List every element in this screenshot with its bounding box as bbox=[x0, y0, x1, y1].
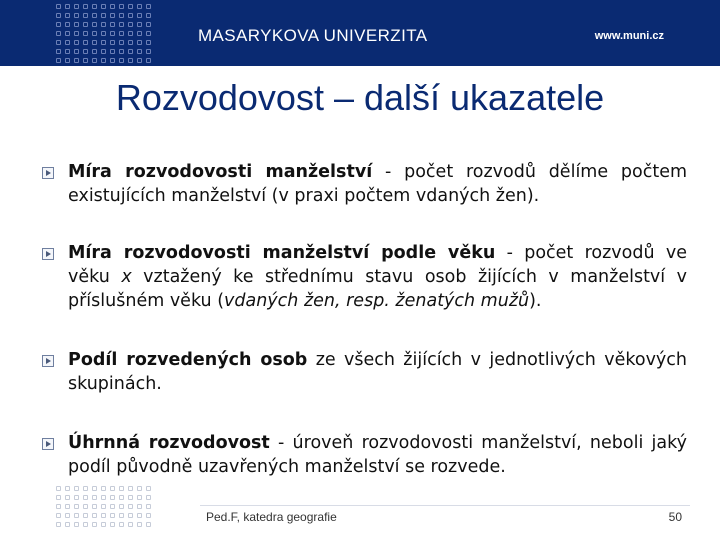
university-url[interactable]: www.muni.cz bbox=[594, 30, 664, 42]
footer-divider bbox=[200, 505, 690, 506]
logo-dot bbox=[83, 4, 88, 9]
logo-dot bbox=[146, 486, 151, 491]
logo-dot bbox=[128, 495, 133, 500]
logo-dot bbox=[101, 13, 106, 18]
logo-dot bbox=[146, 22, 151, 27]
logo-dot bbox=[65, 495, 70, 500]
logo-dot bbox=[101, 22, 106, 27]
logo-dot bbox=[110, 31, 115, 36]
university-name: MASARYKOVA UNIVERZITA bbox=[198, 26, 428, 45]
logo-dot bbox=[137, 513, 142, 518]
header-bar bbox=[0, 0, 720, 66]
logo-dot bbox=[137, 58, 142, 63]
logo-dot bbox=[83, 40, 88, 45]
logo-dot bbox=[146, 522, 151, 527]
logo-dot bbox=[137, 40, 142, 45]
logo-dot bbox=[101, 504, 106, 509]
logo-dot bbox=[56, 31, 61, 36]
logo-dot bbox=[56, 4, 61, 9]
bullet-item-2 bbox=[42, 241, 687, 313]
logo-dot bbox=[146, 31, 151, 36]
logo-dot bbox=[137, 31, 142, 36]
definition: ze všech žijících v jednotlivých věkových skupinách. bbox=[68, 350, 687, 394]
footer-dot-grid bbox=[56, 486, 155, 531]
logo-dot bbox=[101, 49, 106, 54]
term: Míra rozvodovosti manželství podle věku bbox=[68, 243, 496, 263]
logo-dot bbox=[119, 513, 124, 518]
logo-dot bbox=[56, 522, 61, 527]
definition-italic: vdaných žen, resp. ženatých mužů bbox=[224, 291, 530, 311]
logo-dot bbox=[92, 522, 97, 527]
bullet-arrow-icon bbox=[42, 355, 54, 367]
bullet-item-3 bbox=[42, 348, 687, 396]
logo-dot bbox=[146, 504, 151, 509]
term: Úhrnná rozvodovost bbox=[68, 433, 270, 453]
logo-dot bbox=[110, 522, 115, 527]
logo-dot bbox=[74, 40, 79, 45]
logo-dot bbox=[137, 522, 142, 527]
logo-dot bbox=[92, 49, 97, 54]
logo-dot bbox=[119, 4, 124, 9]
definition-cont: vztažený ke střednímu stavu osob žijících v manželství v příslušném věku ( bbox=[68, 267, 687, 311]
logo-dot bbox=[119, 495, 124, 500]
logo-dot bbox=[128, 4, 133, 9]
logo-dot bbox=[65, 31, 70, 36]
logo-dot bbox=[74, 486, 79, 491]
logo-dot bbox=[74, 13, 79, 18]
logo-dot bbox=[56, 58, 61, 63]
logo-dot bbox=[56, 22, 61, 27]
logo-dot bbox=[128, 504, 133, 509]
logo-dot bbox=[101, 31, 106, 36]
bullet-arrow-icon bbox=[42, 438, 54, 450]
logo-dot bbox=[119, 58, 124, 63]
logo-dot bbox=[56, 13, 61, 18]
logo-dot bbox=[101, 513, 106, 518]
logo-dot bbox=[56, 504, 61, 509]
logo-dot bbox=[137, 495, 142, 500]
logo-dot bbox=[92, 58, 97, 63]
logo-dot bbox=[92, 513, 97, 518]
logo-dot bbox=[119, 486, 124, 491]
logo-dot bbox=[92, 486, 97, 491]
logo-dot bbox=[128, 513, 133, 518]
definition: - počet rozvodů dělíme počtem existujících manželství (v praxi počtem vdaných žen). bbox=[68, 162, 688, 206]
logo-dot bbox=[101, 4, 106, 9]
logo-dot bbox=[92, 22, 97, 27]
logo-dot bbox=[101, 486, 106, 491]
definition: - úroveň rozvodovosti manželství, neboli jaký podíl původně uzavřených manželství se rozvede. bbox=[68, 433, 687, 477]
logo-dot bbox=[83, 13, 88, 18]
logo-dot bbox=[110, 22, 115, 27]
logo-dot bbox=[128, 31, 133, 36]
page-number: 50 bbox=[668, 510, 682, 524]
logo-dot bbox=[65, 522, 70, 527]
logo-dot bbox=[119, 522, 124, 527]
bullet-item-4 bbox=[42, 431, 687, 479]
bullet-arrow-icon bbox=[42, 167, 54, 179]
logo-dot bbox=[146, 13, 151, 18]
definition-end: ). bbox=[529, 291, 542, 311]
logo-dot bbox=[128, 13, 133, 18]
logo-dot bbox=[110, 49, 115, 54]
logo-dot bbox=[119, 49, 124, 54]
logo-dot bbox=[119, 504, 124, 509]
definition: - počet rozvodů ve věku bbox=[68, 243, 687, 287]
logo-dot bbox=[137, 4, 142, 9]
logo-dot bbox=[110, 495, 115, 500]
logo-dot bbox=[110, 13, 115, 18]
logo-dot bbox=[74, 4, 79, 9]
age-variable: x bbox=[121, 267, 132, 287]
logo-dot bbox=[119, 13, 124, 18]
term: Podíl rozvedených osob bbox=[68, 350, 308, 370]
logo-dot bbox=[146, 495, 151, 500]
logo-dot bbox=[128, 49, 133, 54]
logo-dot bbox=[56, 40, 61, 45]
logo-dot bbox=[92, 504, 97, 509]
logo-dot bbox=[92, 31, 97, 36]
logo-dot bbox=[65, 486, 70, 491]
logo-dot bbox=[137, 49, 142, 54]
logo-dot bbox=[119, 31, 124, 36]
logo-dot bbox=[146, 58, 151, 63]
logo-dot bbox=[101, 495, 106, 500]
logo-dot bbox=[146, 40, 151, 45]
bullet-arrow-icon bbox=[42, 248, 54, 260]
logo-dot bbox=[74, 513, 79, 518]
logo-dot bbox=[56, 513, 61, 518]
logo-dot bbox=[74, 495, 79, 500]
logo-dot bbox=[74, 58, 79, 63]
logo-dot bbox=[146, 49, 151, 54]
logo-dot bbox=[65, 40, 70, 45]
footer-department: Ped.F, katedra geografie bbox=[206, 510, 337, 524]
logo-dot bbox=[92, 4, 97, 9]
logo-dot bbox=[83, 22, 88, 27]
logo-dot bbox=[83, 513, 88, 518]
logo-dot bbox=[137, 22, 142, 27]
logo-dot bbox=[92, 40, 97, 45]
slide-title: Rozvodovost – další ukazatele bbox=[115, 77, 605, 118]
logo-dot bbox=[65, 4, 70, 9]
logo-dot-grid bbox=[56, 4, 155, 67]
logo-dot bbox=[83, 58, 88, 63]
logo-dot bbox=[65, 49, 70, 54]
logo-dot bbox=[65, 22, 70, 27]
logo-dot bbox=[128, 486, 133, 491]
logo-dot bbox=[83, 495, 88, 500]
logo-dot bbox=[83, 31, 88, 36]
logo-dot bbox=[74, 22, 79, 27]
logo-dot bbox=[92, 495, 97, 500]
logo-dot bbox=[83, 522, 88, 527]
logo-dot bbox=[101, 40, 106, 45]
logo-dot bbox=[56, 49, 61, 54]
logo-dot bbox=[128, 22, 133, 27]
logo-dot bbox=[110, 58, 115, 63]
logo-dot bbox=[56, 495, 61, 500]
logo-dot bbox=[146, 513, 151, 518]
logo-dot bbox=[137, 486, 142, 491]
logo-dot bbox=[65, 504, 70, 509]
logo-dot bbox=[110, 513, 115, 518]
logo-dot bbox=[110, 4, 115, 9]
logo-dot bbox=[137, 504, 142, 509]
logo-dot bbox=[110, 504, 115, 509]
logo-dot bbox=[110, 40, 115, 45]
logo-dot bbox=[128, 58, 133, 63]
logo-dot bbox=[137, 13, 142, 18]
logo-dot bbox=[119, 40, 124, 45]
term: Míra rozvodovosti manželství bbox=[68, 162, 373, 182]
logo-dot bbox=[83, 49, 88, 54]
bullet-list bbox=[42, 160, 687, 479]
logo-dot bbox=[65, 13, 70, 18]
logo-dot bbox=[74, 31, 79, 36]
logo-dot bbox=[74, 504, 79, 509]
logo-dot bbox=[128, 522, 133, 527]
logo-dot bbox=[92, 13, 97, 18]
logo-dot bbox=[83, 486, 88, 491]
logo-dot bbox=[74, 49, 79, 54]
logo-dot bbox=[65, 513, 70, 518]
logo-dot bbox=[110, 486, 115, 491]
logo-dot bbox=[128, 40, 133, 45]
logo-dot bbox=[56, 486, 61, 491]
logo-dot bbox=[101, 58, 106, 63]
logo-dot bbox=[146, 4, 151, 9]
logo-dot bbox=[101, 522, 106, 527]
logo-dot bbox=[65, 58, 70, 63]
logo-dot bbox=[83, 504, 88, 509]
logo-dot bbox=[74, 522, 79, 527]
bullet-item-1 bbox=[42, 160, 687, 208]
logo-dot bbox=[119, 22, 124, 27]
